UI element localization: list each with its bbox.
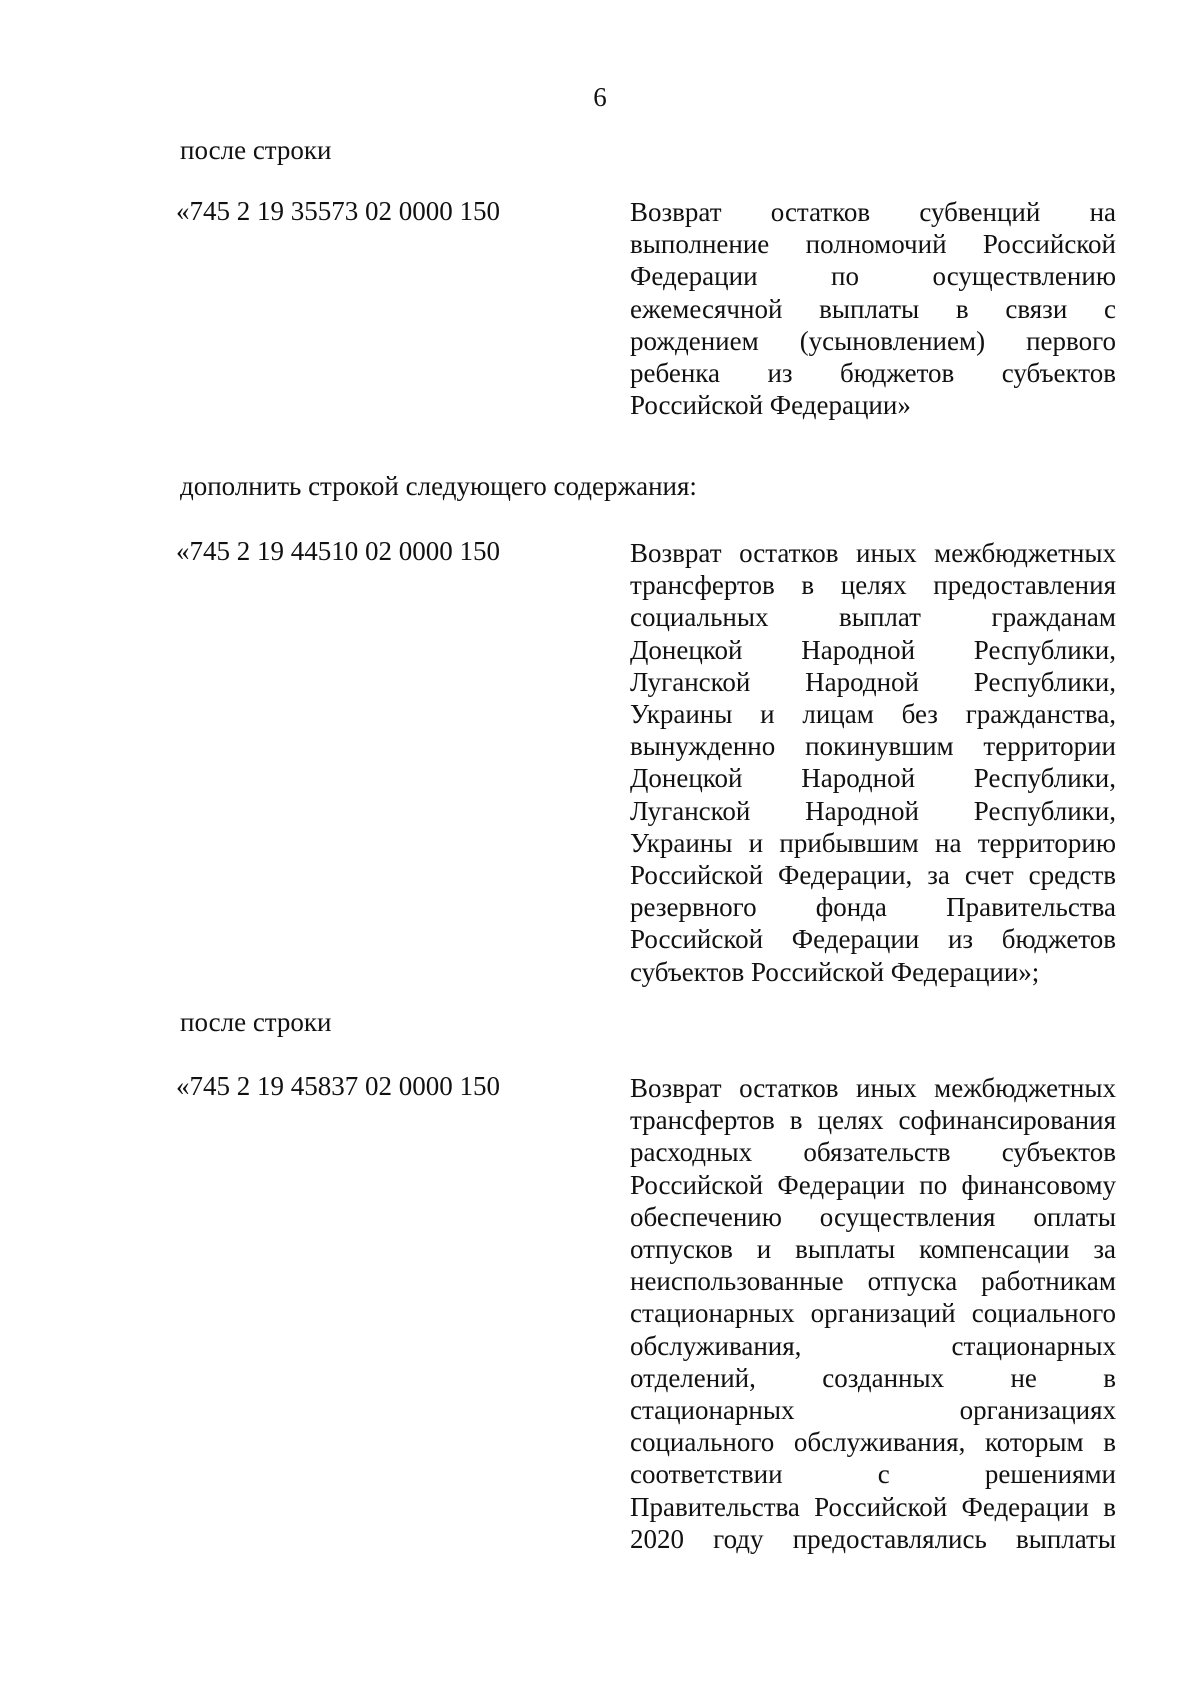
description-line: социальных выплат гражданам [630,602,1116,633]
code-description-3 [630,1072,1116,1555]
description-line: Украины и лицам без гражданства, [630,699,1116,730]
description-line: Донецкой Народной Республики, [630,634,1116,665]
description-line: Донецкой Народной Республики, [630,763,1116,794]
description-line: обслуживания, стационарных [630,1330,1116,1361]
description-line: расходных обязательств субъектов [630,1137,1116,1168]
description-line: Возврат остатков субвенций на [630,197,1116,227]
description-line: Луганской Народной Республики, [630,795,1116,826]
budget-code-2: «745 2 19 44510 02 0000 150 [176,536,500,566]
description-line: Российской Федерации» [630,390,911,421]
description-line: соответствии с решениями [630,1459,1116,1490]
budget-code-1: «745 2 19 35573 02 0000 150 [176,196,500,226]
description-line: Правительства Российской Федерации в [630,1491,1116,1522]
page-number: 6 [593,82,607,112]
description-line: Возврат остатков иных межбюджетных [630,1073,1116,1103]
intro-after-line-2: после строки [180,1007,332,1037]
description-line: ребенка из бюджетов субъектов [630,358,1116,389]
description-line: отпусков и выплаты компенсации за [630,1234,1116,1265]
description-line: трансфертов в целях софинансирования [630,1105,1116,1136]
description-line: Федерации по осуществлению [630,261,1116,292]
description-line: обеспечению осуществления оплаты [630,1201,1116,1232]
description-line: социального обслуживания, которым в [630,1427,1116,1458]
description-line: Российской Федерации из бюджетов [630,924,1116,955]
description-line: неиспользованные отпуска работникам [630,1266,1116,1297]
code-description-1 [630,196,1116,421]
description-line: Возврат остатков иных межбюджетных [630,538,1116,568]
description-line: субъектов Российской Федерации»; [630,956,1040,987]
description-line: стационарных организаций социального [630,1298,1116,1329]
code-description-2 [630,537,1116,988]
description-line: вынужденно покинувшим территории [630,731,1116,762]
description-line: выполнение полномочий Российской [630,229,1116,260]
budget-code-3: «745 2 19 45837 02 0000 150 [176,1071,500,1101]
description-line: Украины и прибывшим на территорию [630,827,1116,858]
description-line: ежемесячной выплаты в связи с [630,293,1116,324]
description-line: Луганской Народной Республики, [630,666,1116,697]
description-line: рождением (усыновлением) первого [630,325,1116,356]
intro-add-line: дополнить строкой следующего содержания: [180,471,697,501]
description-line: Российской Федерации, за счет средств [630,860,1116,891]
intro-after-line-1: после строки [180,135,332,165]
description-line: 2020 году предоставлялись выплаты [630,1523,1116,1554]
description-line: Российской Федерации по финансовому [630,1169,1116,1200]
description-line: стационарных организациях [630,1395,1116,1426]
description-line: отделений, созданных не в [630,1362,1116,1393]
description-line: трансфертов в целях предоставления [630,570,1116,601]
description-line: резервного фонда Правительства [630,892,1116,923]
